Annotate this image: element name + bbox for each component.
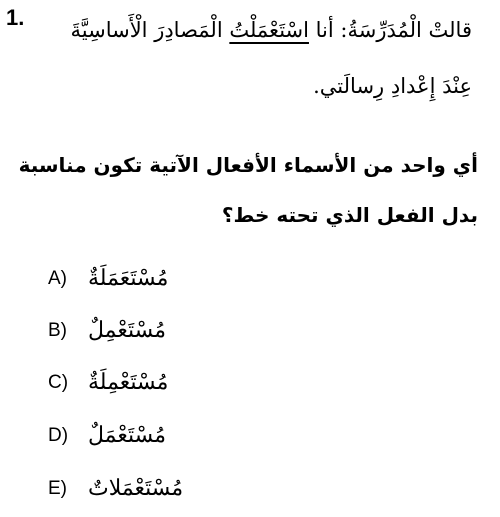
option-letter: C) [48, 372, 69, 393]
option-a[interactable] [48, 261, 248, 297]
option-text: مُسْتَعَمَلَةٌ [88, 266, 169, 291]
question-stem [40, 2, 472, 114]
option-text: مُسْتَعْمِلٌ [88, 318, 167, 343]
question-number: 1. [6, 5, 25, 30]
option-d[interactable] [48, 418, 248, 454]
option-b[interactable] [48, 313, 248, 349]
question-prompt: أي واحد من الأسماء الأفعال الآتية تكون مناسبة بدل الفعل الذي تحته خط؟ [18, 153, 478, 227]
option-text: مُسْتَعْمَلاتٌ [88, 476, 184, 501]
stem-text-after: الْمَصادِرَ الْأَساسِيَّةَ عِنْدَ إِعْدادِ رِسالَتي. [70, 18, 472, 98]
option-text: مُسْتَعْمَلٌ [88, 423, 167, 448]
option-letter: E) [48, 478, 67, 499]
option-e[interactable] [48, 471, 248, 507]
option-text: مُسْتَعْمِلَةٌ [88, 370, 169, 395]
underlined-verb: اسْتَعْمَلْتُ [229, 18, 309, 42]
option-letter: B) [48, 320, 67, 341]
option-c[interactable] [48, 365, 248, 401]
option-letter: D) [48, 425, 69, 446]
option-letter: A) [48, 268, 67, 289]
stem-text-before: قالتْ الْمُدَرِّسَةُ: أنا [308, 18, 472, 42]
